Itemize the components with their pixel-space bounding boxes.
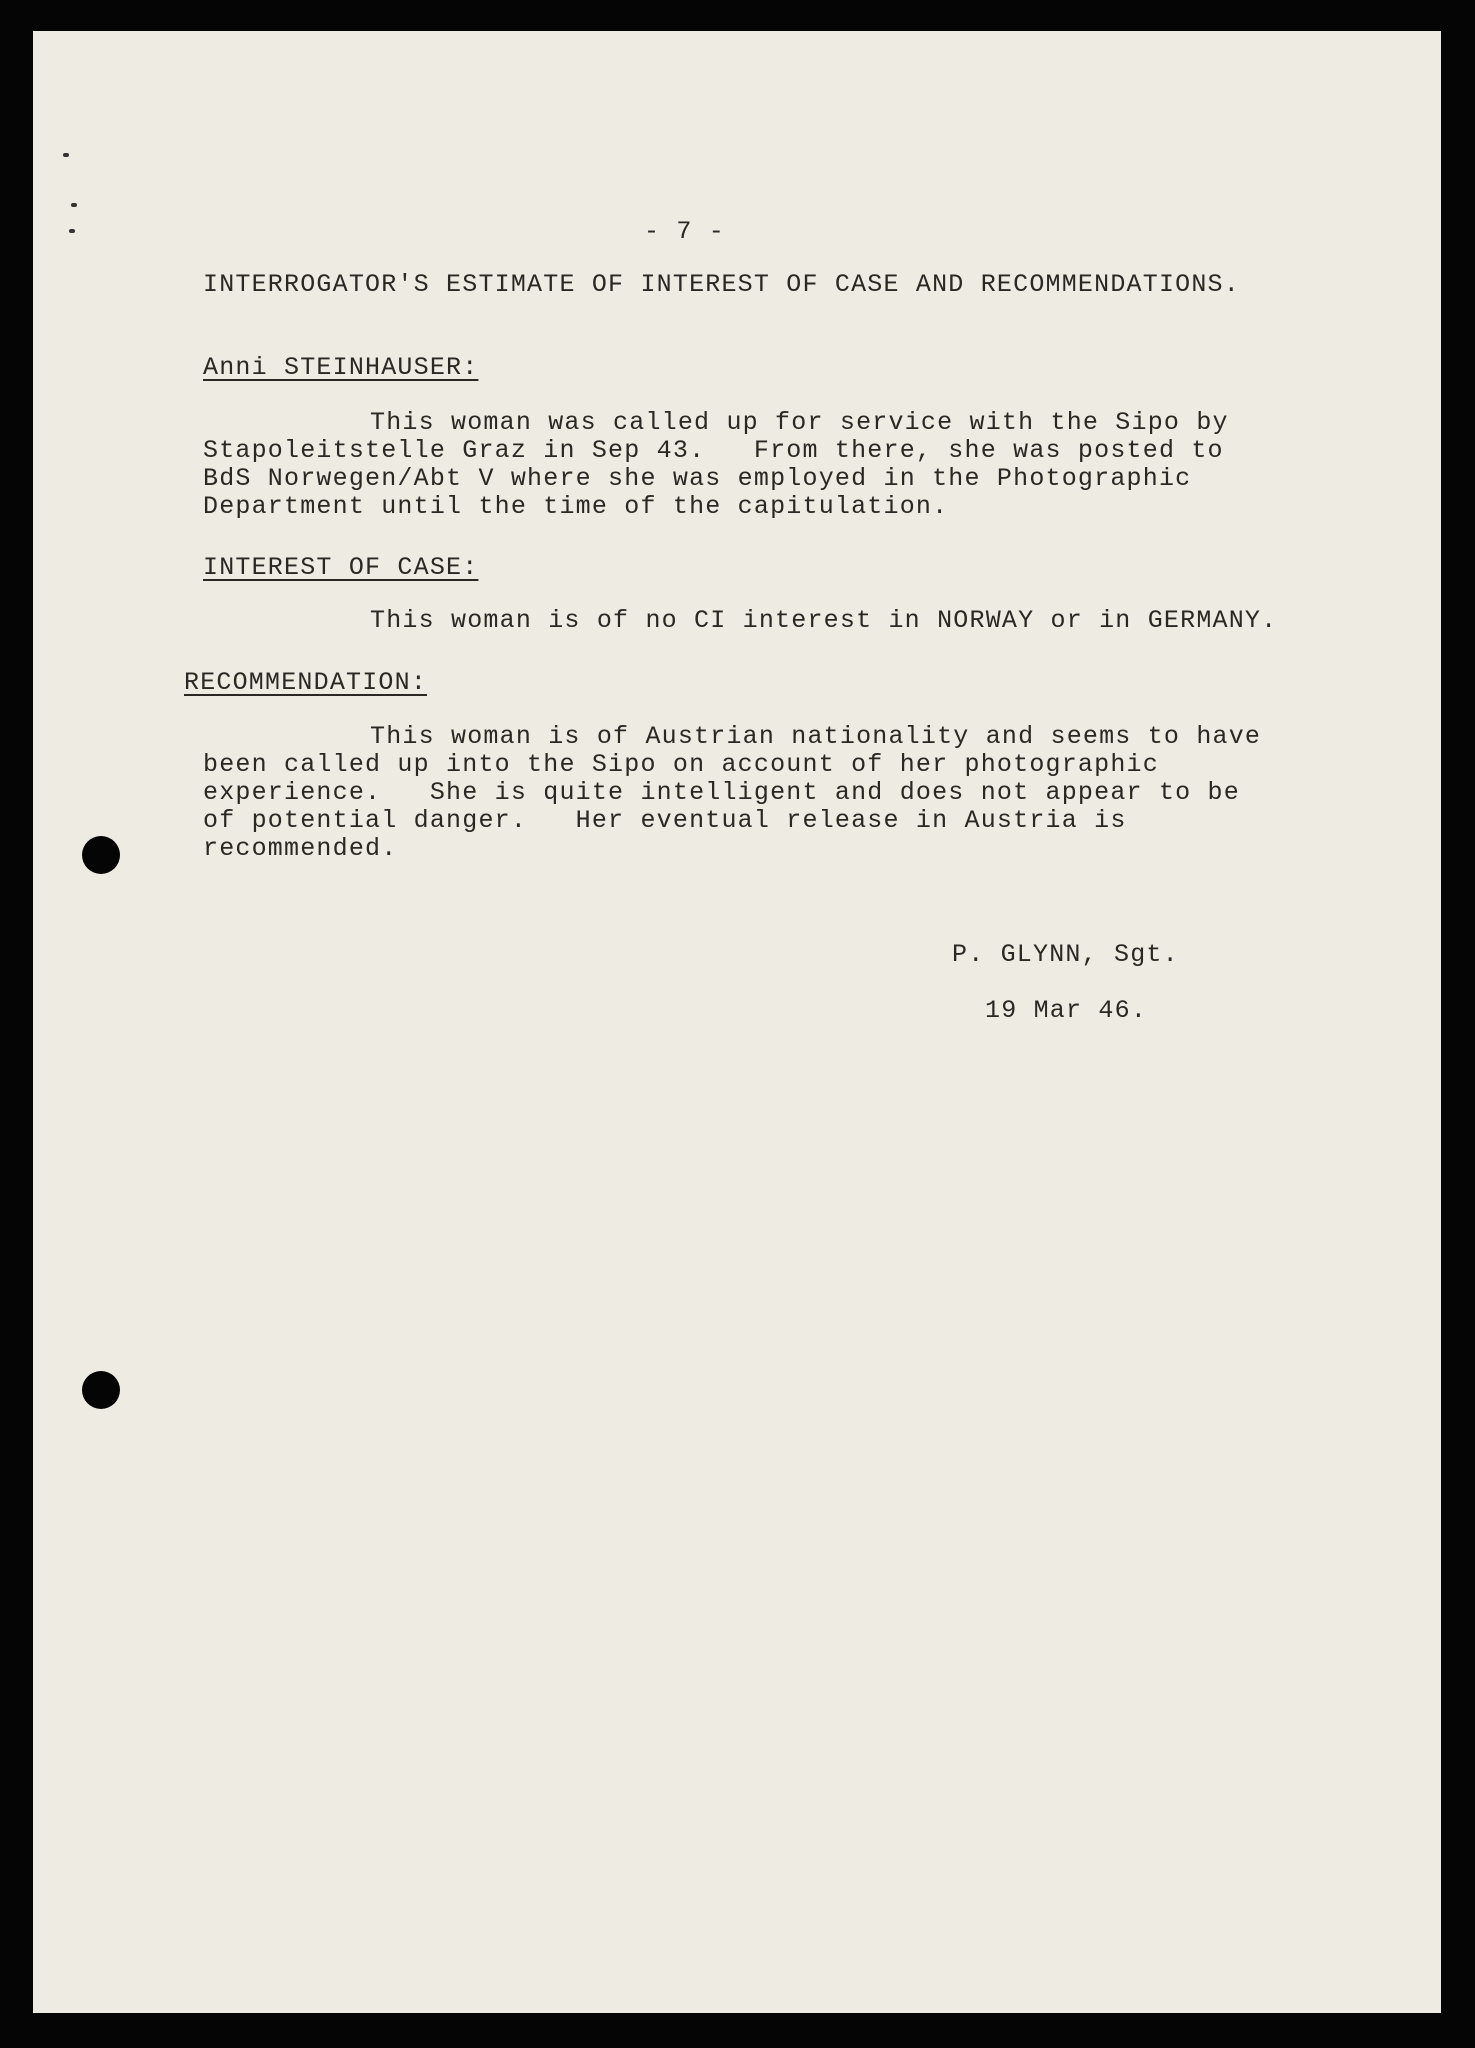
- signature-date: 19 Mar 46.: [985, 996, 1148, 1025]
- margin-mark: [63, 153, 69, 157]
- document-title: INTERROGATOR'S ESTIMATE OF INTEREST OF CASE AND RECOMMENDATIONS.: [203, 270, 1240, 299]
- recommendation-line: recommended.: [203, 834, 398, 863]
- subject-line: This woman was called up for service with the Sipo by: [370, 408, 1229, 437]
- recommendation-line: been called up into the Sipo on account of her photographic: [203, 750, 1159, 779]
- recommendation-heading: RECOMMENDATION:: [184, 668, 428, 697]
- interest-heading: INTEREST OF CASE:: [203, 553, 479, 582]
- interest-line: This woman is of no CI interest in NORWAY or in GERMANY.: [370, 606, 1278, 635]
- recommendation-line: experience. She is quite intelligent and does not appear to be: [203, 778, 1240, 807]
- subject-heading: Anni STEINHAUSER:: [203, 353, 479, 382]
- page-number: - 7 -: [644, 217, 726, 246]
- document-page: [33, 31, 1441, 2013]
- punch-hole: [82, 1371, 120, 1409]
- subject-line: BdS Norwegen/Abt V where she was employed in the Photographic: [203, 464, 1192, 493]
- margin-mark: [69, 229, 75, 233]
- recommendation-line: This woman is of Austrian nationality and seems to have: [370, 722, 1262, 751]
- punch-hole: [82, 836, 120, 874]
- signature-name: P. GLYNN, Sgt.: [952, 940, 1179, 969]
- subject-line: Stapoleitstelle Graz in Sep 43. From there, she was posted to: [203, 436, 1224, 465]
- margin-mark: [71, 203, 77, 207]
- recommendation-line: of potential danger. Her eventual release in Austria is: [203, 806, 1127, 835]
- subject-line: Department until the time of the capitulation.: [203, 492, 949, 521]
